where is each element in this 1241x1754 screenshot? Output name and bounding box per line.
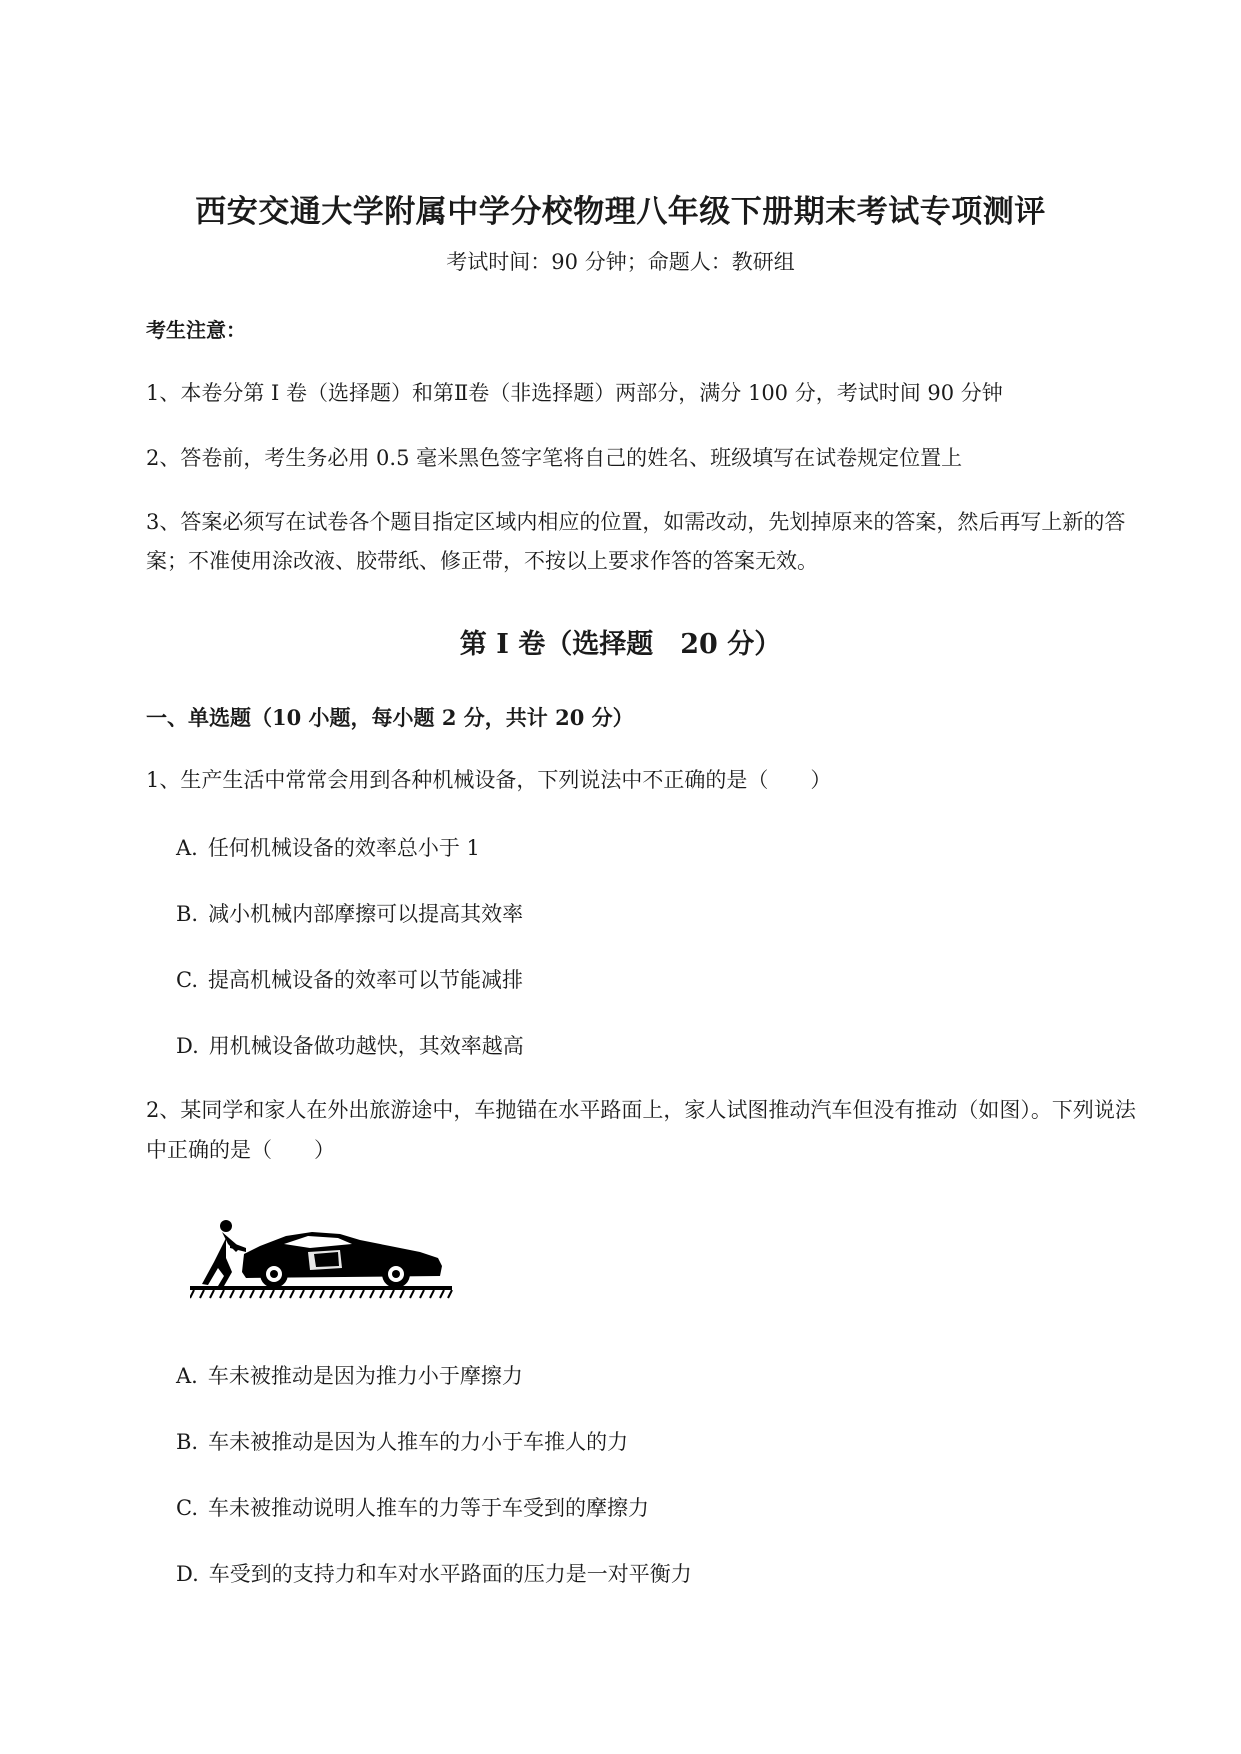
option-text: 用机械设备做功越快，其效率越高: [208, 1034, 524, 1058]
question-1-option-a[interactable]: [176, 832, 480, 862]
option-letter: A.: [176, 836, 198, 860]
question-1-option-b[interactable]: [176, 898, 523, 928]
option-letter: C.: [176, 1496, 198, 1520]
option-text: 车受到的支持力和车对水平路面的压力是一对平衡力: [208, 1562, 692, 1586]
question-2-option-c[interactable]: [176, 1492, 649, 1522]
section-title: 第 I 卷（选择题 20 分）: [459, 629, 782, 660]
question-1-option-d[interactable]: [176, 1030, 524, 1060]
option-letter: D.: [176, 1034, 199, 1058]
option-text: 车未被推动是因为人推车的力小于车推人的力: [208, 1430, 629, 1454]
question-1-option-c[interactable]: [176, 964, 523, 994]
option-text: 车未被推动说明人推车的力等于车受到的摩擦力: [208, 1496, 649, 1520]
option-letter: B.: [176, 1430, 199, 1454]
option-text: 减小机械内部摩擦可以提高其效率: [208, 902, 524, 926]
question-1-text: 1、生产生活中常常会用到各种机械设备，下列说法中不正确的是（ ）: [146, 768, 832, 792]
option-text: 车未被推动是因为推力小于摩擦力: [207, 1364, 523, 1388]
question-2-text: 2、某同学和家人在外出旅游途中，车抛锚在水平路面上，家人试图推动汽车但没有推动（如图）。下列说法中正确的是（ ）: [146, 1098, 1136, 1162]
question-2-option-d[interactable]: [176, 1558, 692, 1588]
option-text: 任何机械设备的效率总小于 1: [207, 836, 480, 860]
option-letter: B.: [176, 902, 199, 926]
notice-heading: 考生注意：: [146, 318, 246, 342]
option-letter: C.: [176, 968, 198, 992]
option-letter: D.: [176, 1562, 199, 1586]
notice-item-1: 1、本卷分第 I 卷（选择题）和第Ⅱ卷（非选择题）两部分，满分 100 分，考试时间 90 分钟: [146, 381, 1003, 405]
option-letter: A.: [176, 1364, 198, 1388]
question-2-option-a[interactable]: [176, 1360, 523, 1390]
exam-info: 考试时间：90 分钟；命题人：教研组: [446, 250, 795, 274]
notice-item-3: 3、答案必须写在试卷各个题目指定区域内相应的位置，如需改动，先划掉原来的答案，然后再写上新的答案；不准使用涂改液、胶带纸、修正带，不按以上要求作答的答案无效。: [146, 510, 1126, 573]
question-2-option-b[interactable]: [176, 1426, 628, 1456]
person-pushing-car-icon: [190, 1214, 460, 1304]
page-title: 西安交通大学附属中学分校物理八年级下册期末考试专项测评: [195, 194, 1046, 230]
notice-item-2: 2、答卷前，考生务必用 0.5 毫米黑色签字笔将自己的姓名、班级填写在试卷规定位置上: [146, 446, 963, 470]
part-heading: 一、单选题（10 小题，每小题 2 分，共计 20 分）: [146, 705, 634, 730]
option-text: 提高机械设备的效率可以节能减排: [208, 968, 523, 992]
